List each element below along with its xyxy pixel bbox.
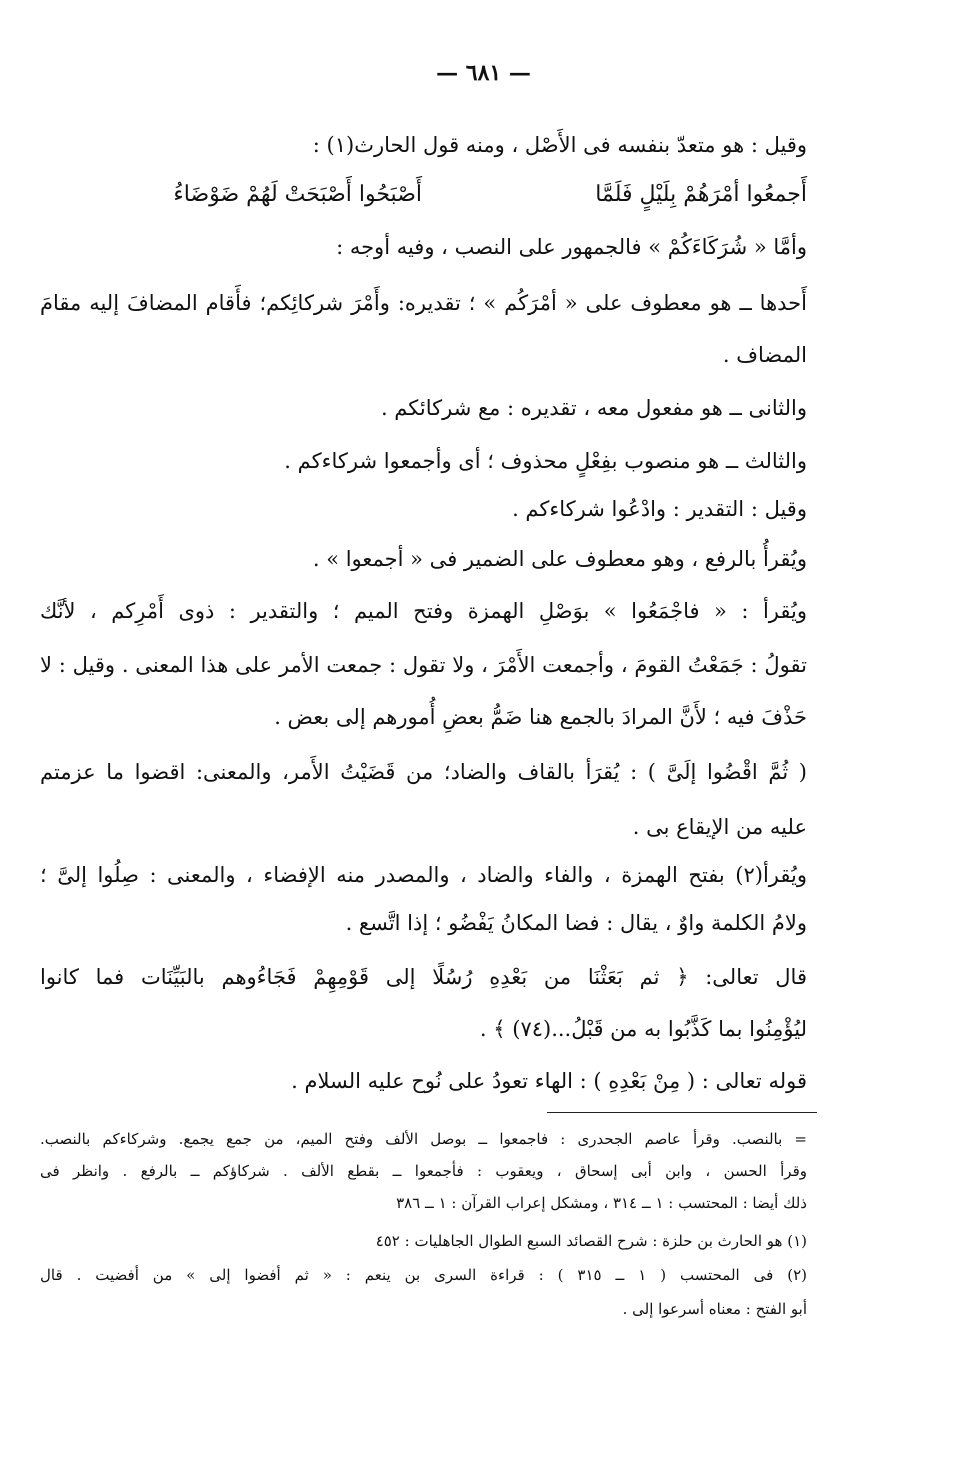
text-line: قال تعالى: ﴿ ثم بَعَثْنَا من بَعْدِهِ رُسُلًا إلى قَوْمِهِمْ فَجَاءُوهم بالبَيِّنَات فما كانوا (40, 965, 807, 989)
footnote-line: وقرأ الحسن ، وابن أبى إسحاق ، ويعقوب : فأجمعوا ــ بقطع الألف . شركاؤكم ــ بالرفع . وانظر فى (40, 1162, 807, 1180)
text-line: والثالث ــ هو منصوب بفِعْلٍ محذوف ؛ أى وأجمعوا شركاءكم . (284, 449, 807, 473)
text-line: ويُقرأُ بالرفع ، وهو معطوف على الضمير فى « أجمعوا » . (312, 547, 807, 571)
text-line: ولامُ الكلمة واوٌ ، يقال : فضا المكانُ يَفْضُو ؛ إذا اتَّسع . (345, 911, 807, 935)
footnote-line: (٢) فى المحتسب ( ١ ــ ٣١٥ ) : قراءة السرى بن ينعم : « ثم أفضوا إلى » من أفضيت . قال (40, 1266, 807, 1284)
footnote-line: ذلك أيضا : المحتسب : ١ ــ ٣١٤ ، ومشكل إعراب القرآن : ١ ــ ٣٨٦ (396, 1194, 807, 1212)
page-number: — ٦٨١ — (436, 60, 531, 86)
text-line: المضاف . (722, 343, 807, 367)
footnote-line: (١) هو الحارث بن حلزة : شرح القصائد السبع الطوال الجاهليات : ٤٥٢ (375, 1232, 807, 1250)
text-line: وأمَّا « شُرَكَاءَكُمْ » فالجمهور على النصب ، وفيه أوجه : (336, 235, 807, 259)
verse-second-hemistich: أَصْبَحُوا أَصْبَحَتْ لَهُمْ ضَوْضَاءُ (173, 182, 422, 207)
text-line: قوله تعالى : ( مِنْ بَعْدِهِ ) : الهاء تعودُ على نُوح عليه السلام . (291, 1069, 807, 1093)
text-line: حَذْفَ فيه ؛ لأَنَّ المرادَ بالجمع هنا ضَمُّ بعضِ أُمورهم إلى بعض . (274, 705, 807, 729)
text-line: ويُقرأ(٢) بفتح الهمزة ، والفاء والضاد ، والمصدر منه الإفضاء ، والمعنى : صِلُوا إلىَّ ؛ (40, 863, 807, 887)
text-line: عليه من الإيقاع بى . (632, 815, 807, 839)
text-line: ليُؤْمِنُوا بما كَذَّبُوا به من قَبْلُ...(٧٤) ﴾ . (479, 1017, 807, 1041)
footnote-separator (547, 1112, 817, 1113)
text-line: ( ثُمَّ اقْضُوا إلَىَّ ) : يُقرَأ بالقاف والضاد؛ من قَضَيْتُ الأَمر، والمعنى: اقضوا ما عزمتم (40, 760, 808, 784)
text-line: وقيل : التقدير : وادْعُوا شركاءكم . (512, 497, 807, 521)
footnote-line: = بالنصب. وقرأ عاصم الجحدرى : فاجمعوا ــ بوصل الألف وفتح الميم، من جمع يجمع. وشركاءكم بالنصب. (40, 1130, 807, 1148)
text-line: والثانى ــ هو مفعول معه ، تقديره : مع شركائكم . (380, 396, 807, 420)
text-line: تقولُ : جَمَعْتُ القومَ ، وأجمعت الأَمْرَ ، ولا تقول : جمعت الأمر على هذا المعنى . وقيل : لا (40, 653, 807, 677)
text-line: ويُقرأ : « فاجْمَعُوا » بوَصْلِ الهمزة وفتح الميم ؛ والتقدير : ذوى أَمْرِكم ، لأنَّك (40, 599, 807, 623)
text-line: أَحدها ــ هو معطوف على « أمْرَكُم » ؛ تقديره: وأَمْرَ شركائِكم؛ فأَقام المضافَ إليه مقامَ (40, 291, 807, 315)
verse-first-hemistich: أَجمعُوا أمْرَهُمْ بِلَيْلٍ فَلَمَّا (595, 182, 807, 207)
text-line: وقيل : هو متعدّ بنفسه فى الأَصْل ، ومنه قول الحارث(١) : (312, 133, 807, 157)
footnote-line: أبو الفتح : معناه أسرعوا إلى . (622, 1300, 807, 1318)
